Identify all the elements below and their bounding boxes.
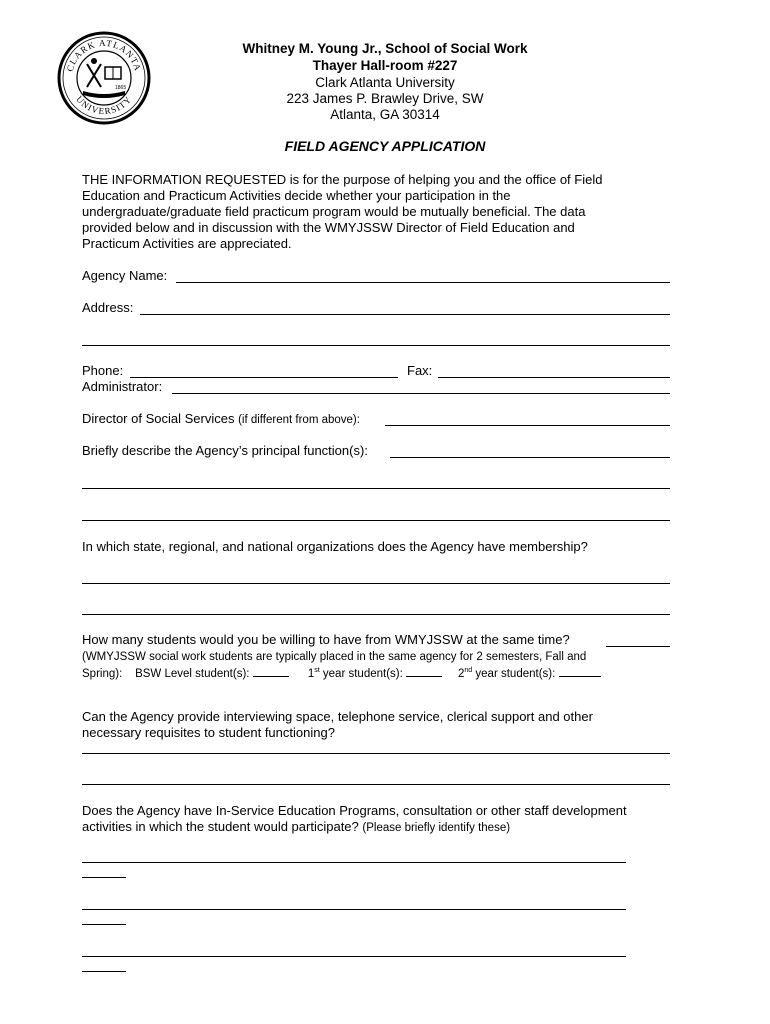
second-year-num: 2 — [458, 668, 465, 680]
intro-line-3: undergraduate/graduate field practicum program would be mutually beneficial. The data — [82, 204, 586, 219]
inservice-question-line-2 — [82, 819, 510, 836]
bsw-label: BSW Level student(s): — [135, 668, 250, 680]
students-question: How many students would you be willing to have from WMYJSSW at the same time? — [82, 632, 570, 647]
seal-text-bottom: UNIVERSITY — [74, 94, 134, 117]
intro-line-1: THE INFORMATION REQUESTED is for the purpose of helping you and the office of Field — [82, 172, 603, 187]
second-year-sup: nd — [464, 667, 473, 675]
agency-name-label: Agency Name: — [82, 268, 168, 283]
function-field-line-2[interactable] — [82, 488, 670, 489]
inservice-field-line-2-wrap[interactable] — [82, 924, 126, 925]
students-note-line-2 — [82, 664, 601, 682]
street-address: 223 James P. Brawley Drive, SW — [286, 91, 484, 106]
intro-line-4: provided below and in discussion with the WMYJSSW Director of Field Education and — [82, 220, 575, 235]
first-year-num: 1 — [307, 668, 315, 680]
membership-field-line-2[interactable] — [82, 614, 670, 615]
inservice-field-line-1-wrap[interactable] — [82, 877, 126, 878]
seal-text-top: CLARK ATLANTA — [64, 37, 144, 73]
function-field-line-3[interactable] — [82, 520, 670, 521]
form-title: FIELD AGENCY APPLICATION — [284, 138, 486, 154]
director-field[interactable] — [385, 425, 670, 426]
inservice-question-text: activities in which the student would participate? — [82, 819, 359, 834]
intro-line-2: Education and Practicum Activities decide whether your participation in the — [82, 188, 511, 203]
inservice-note: (Please briefly identify these) — [362, 822, 511, 834]
university-name: Clark Atlanta University — [315, 75, 455, 90]
room-line: Thayer Hall-room #227 — [312, 58, 458, 73]
space-question-line-2: necessary requisites to student functioning? — [82, 725, 335, 740]
inservice-field-line-2[interactable] — [82, 909, 626, 910]
inservice-question-line-1: Does the Agency have In-Service Education Programs, consultation or other staff development — [82, 803, 627, 818]
function-field[interactable] — [390, 457, 670, 458]
second-year-count-field[interactable] — [559, 664, 601, 677]
first-year-label: year student(s): — [322, 668, 403, 680]
first-year-sup: st — [314, 667, 320, 675]
first-year-count-field[interactable] — [406, 664, 442, 677]
students-note-spring: Spring): — [82, 668, 123, 680]
students-count-field[interactable] — [606, 646, 670, 647]
membership-field-line-1[interactable] — [82, 583, 670, 584]
director-label-wrap — [82, 411, 360, 428]
fax-label: Fax: — [407, 363, 433, 378]
city-state-zip: Atlanta, GA 30314 — [330, 107, 440, 122]
fax-field[interactable] — [438, 377, 670, 378]
inservice-field-line-3-wrap[interactable] — [82, 971, 126, 972]
students-note-line-1: (WMYJSSW social work students are typically placed in the same agency for 2 semesters, Fall and — [82, 651, 587, 663]
director-label: Director of Social Services — [82, 411, 235, 426]
school-name: Whitney M. Young Jr., School of Social Work — [242, 41, 528, 56]
administrator-label: Administrator: — [82, 379, 163, 394]
phone-field[interactable] — [130, 377, 398, 378]
bsw-count-field[interactable] — [253, 664, 289, 677]
intro-line-5: Practicum Activities are appreciated. — [82, 236, 292, 251]
space-field-line-1[interactable] — [82, 753, 670, 754]
phone-label: Phone: — [82, 363, 124, 378]
space-question-line-1: Can the Agency provide interviewing space, telephone service, clerical support and other — [82, 709, 593, 724]
university-seal — [57, 31, 151, 125]
address-field[interactable] — [140, 314, 670, 315]
inservice-field-line-3[interactable] — [82, 956, 626, 957]
space-field-line-2[interactable] — [82, 784, 670, 785]
address-field-line-2[interactable] — [82, 345, 670, 346]
address-label: Address: — [82, 300, 134, 315]
seal-year: 1865 — [115, 85, 127, 91]
membership-question: In which state, regional, and national organizations does the Agency have membership? — [82, 539, 588, 554]
second-year-label: year student(s): — [475, 668, 556, 680]
director-note: (if different from above): — [238, 414, 360, 426]
agency-name-field[interactable] — [176, 282, 670, 283]
inservice-field-line-1[interactable] — [82, 862, 626, 863]
function-label: Briefly describe the Agency’s principal function(s): — [82, 443, 368, 458]
administrator-field[interactable] — [172, 393, 670, 394]
